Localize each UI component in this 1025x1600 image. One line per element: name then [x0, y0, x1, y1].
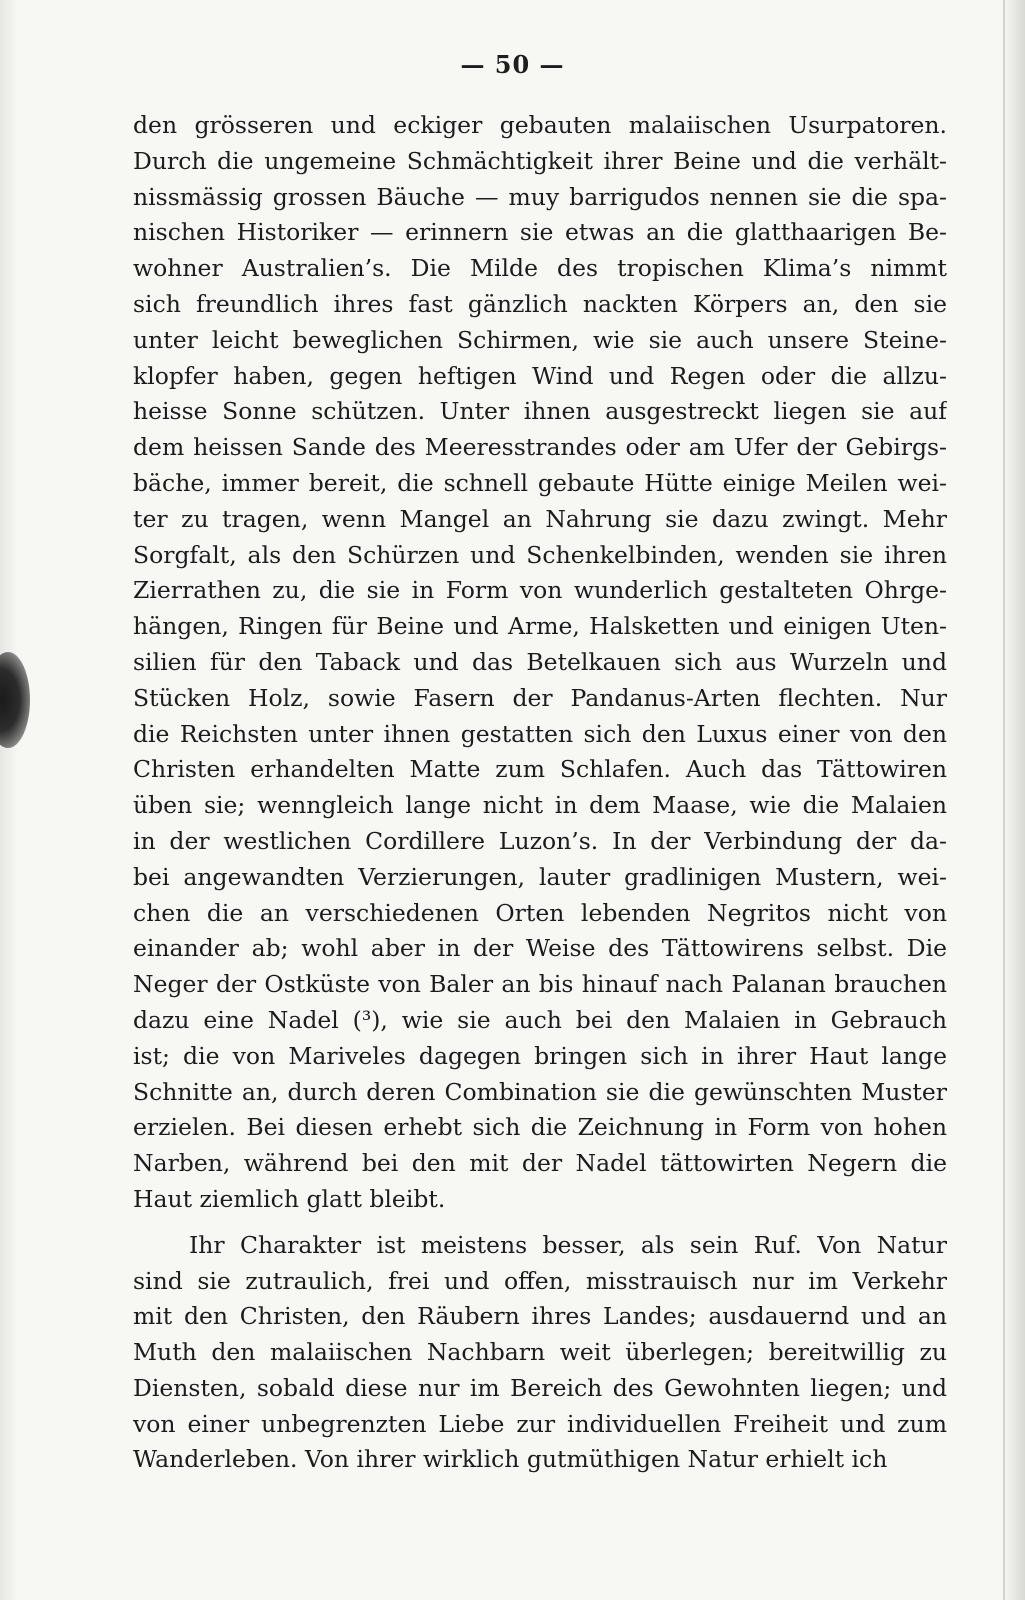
text-line: die Reichsten unter ihnen gestatten sich den Luxus einer von den — [133, 719, 947, 748]
paragraph-2 — [133, 1228, 947, 1479]
text-line: hängen, Ringen für Beine und Arme, Halsketten und einigen Uten- — [133, 612, 947, 641]
text-line: dem heissen Sande des Meeresstrandes oder am Ufer der Gebirgs- — [133, 433, 947, 462]
text-line: Narben, während bei den mit der Nadel tättowirten Negern die — [133, 1149, 947, 1178]
text-line: klopfer haben, gegen heftigen Wind und Regen oder die allzu- — [133, 361, 947, 390]
page-number: — 50 — — [460, 50, 565, 79]
text-line: chen die an verschiedenen Orten lebenden Negritos nicht von — [133, 898, 947, 927]
text-line: Zierrathen zu, die sie in Form von wunderlich gestalteten Ohrge- — [133, 576, 947, 605]
text-line: üben sie; wenngleich lange nicht in dem Maase, wie die Malaien — [133, 791, 947, 820]
text-line: sind sie zutraulich, frei und offen, misstrauisch nur im Verkehr — [133, 1266, 947, 1295]
text-line: wohner Australien’s. Die Milde des tropischen Klima’s nimmt — [133, 254, 947, 283]
text-line: nischen Historiker — erinnern sie etwas an die glatthaarigen Be- — [133, 218, 947, 247]
text-line: silien für den Taback und das Betelkauen sich aus Wurzeln und — [133, 647, 947, 676]
text-line: von einer unbegrenzten Liebe zur individuellen Freiheit und zum — [133, 1409, 947, 1438]
text-line: einander ab; wohl aber in der Weise des Tättowirens selbst. Die — [133, 934, 947, 963]
text-line: dazu eine Nadel (³), wie sie auch bei den Malaien in Gebrauch — [133, 1005, 947, 1034]
text-line: Schnitte an, durch deren Combination sie die gewünschten Muster — [133, 1077, 947, 1106]
text-line: in der westlichen Cordillere Luzon’s. In der Verbindung der da- — [133, 826, 947, 855]
text-line: sich freundlich ihres fast gänzlich nackten Körpers an, den sie — [133, 289, 947, 318]
text-line: Diensten, sobald diese nur im Bereich des Gewohnten liegen; und — [133, 1373, 947, 1402]
text-line: Ihr Charakter ist meistens besser, als sein Ruf. Von Natur — [189, 1230, 947, 1259]
text-line: Durch die ungemeine Schmächtigkeit ihrer Beine und die verhält- — [133, 146, 947, 175]
text-line: erzielen. Bei diesen erhebt sich die Zeichnung in Form von hohen — [133, 1113, 947, 1142]
text-line: unter leicht beweglichen Schirmen, wie sie auch unsere Steine- — [133, 325, 947, 354]
text-line: mit den Christen, den Räubern ihres Landes; ausdauernd und an — [133, 1302, 947, 1331]
paragraph-gap — [133, 1218, 947, 1228]
text-line: Christen erhandelten Matte zum Schlafen. Auch das Tättowiren — [133, 755, 947, 784]
text-line: heisse Sonne schützen. Unter ihnen ausgestreckt liegen sie auf — [133, 397, 947, 426]
left-edge-blot — [0, 652, 30, 748]
right-gutter-shading — [1003, 0, 1025, 1600]
text-line: Wanderleben. Von ihrer wirklich gutmüthigen Natur erhielt ich — [133, 1445, 888, 1474]
left-edge-shading — [0, 0, 18, 1600]
text-line: Haut ziemlich glatt bleibt. — [133, 1184, 446, 1213]
text-line: Stücken Holz, sowie Fasern der Pandanus-Arten flechten. Nur — [133, 683, 947, 712]
body-text — [133, 108, 947, 1478]
paragraph-1 — [133, 108, 947, 1218]
text-line: Sorgfalt, als den Schürzen und Schenkelbinden, wenden sie ihren — [133, 540, 947, 569]
text-line: ist; die von Mariveles dagegen bringen sich in ihrer Haut lange — [133, 1041, 947, 1070]
text-line: ter zu tragen, wenn Mangel an Nahrung sie dazu zwingt. Mehr — [133, 504, 947, 533]
text-line: den grösseren und eckiger gebauten malaiischen Usurpatoren. — [133, 111, 947, 139]
text-line: Muth den malaiischen Nachbarn weit überlegen; bereitwillig zu — [133, 1338, 947, 1367]
text-line: bäche, immer bereit, die schnell gebaute Hütte einige Meilen wei- — [133, 468, 947, 497]
text-line: nissmässig grossen Bäuche — muy barrigudos nennen sie die spa- — [133, 182, 947, 211]
text-line: bei angewandten Verzierungen, lauter gradlinigen Mustern, wei- — [133, 862, 947, 891]
right-gutter-line — [1003, 0, 1005, 1600]
text-line: Neger der Ostküste von Baler an bis hinauf nach Palanan brauchen — [133, 970, 947, 999]
